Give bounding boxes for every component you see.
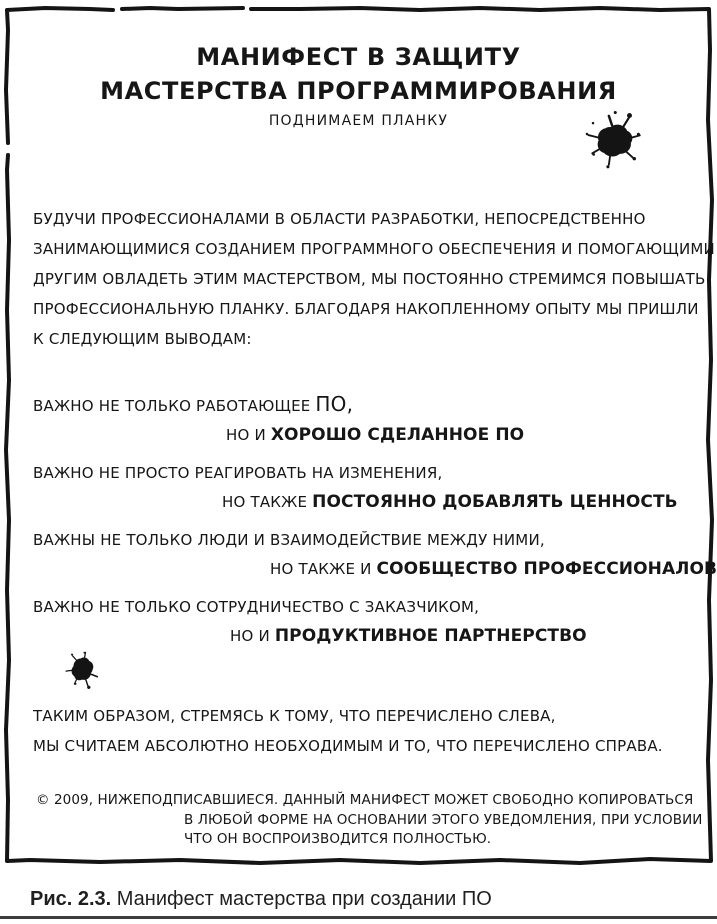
manifesto-closing-paragraph bbox=[33, 701, 663, 761]
value-statement bbox=[33, 457, 717, 517]
manifesto-subtitle: ПОДНИМАЕМ ПЛАНКУ bbox=[268, 113, 449, 129]
value-left-text: ВАЖНО НЕ ТОЛЬКО РАБОТАЮЩЕЕ bbox=[33, 397, 316, 415]
manifesto-intro-paragraph bbox=[33, 204, 715, 354]
value-statement bbox=[33, 591, 717, 651]
copyright-line: © 2009, НИЖЕПОДПИСАВШИЕСЯ. ДАННЫЙ МАНИФЕСТ МОЖЕТ СВОБОДНО КОПИРОВАТЬСЯ bbox=[36, 792, 694, 808]
value-left-clause bbox=[33, 591, 717, 622]
closing-line: МЫ СЧИТАЕМ АБСОЛЮТНО НЕОБХОДИМЫМ И ТО, ЧТО ПЕРЕЧИСЛЕНО СПРАВА. bbox=[33, 737, 663, 755]
value-left-large-text: ПО, bbox=[315, 392, 354, 416]
closing-line: ТАКИМ ОБРАЗОМ, СТРЕМЯСЬ К ТОМУ, ЧТО ПЕРЕЧИСЛЕНО СЛЕВА, bbox=[33, 707, 556, 725]
intro-line: БУДУЧИ ПРОФЕССИОНАЛАМИ В ОБЛАСТИ РАЗРАБОТКИ, НЕПОСРЕДСТВЕННО bbox=[33, 210, 646, 228]
value-right-bold: ПОСТОЯННО ДОБАВЛЯТЬ ЦЕННОСТЬ bbox=[312, 492, 678, 512]
value-left-clause bbox=[33, 457, 717, 488]
value-right-prefix: НО И bbox=[230, 627, 275, 645]
manifesto-copyright bbox=[36, 791, 703, 850]
manifesto-title bbox=[0, 40, 717, 108]
value-left-text: ВАЖНЫ НЕ ТОЛЬКО ЛЮДИ И ВЗАИМОДЕЙСТВИЕ МЕЖДУ НИМИ, bbox=[33, 531, 545, 549]
value-statement bbox=[33, 390, 717, 450]
intro-line: К СЛЕДУЮЩИМ ВЫВОДАМ: bbox=[33, 330, 252, 348]
value-right-clause bbox=[230, 622, 717, 651]
value-left-clause bbox=[33, 390, 717, 421]
manifesto-title-line1: МАНИФЕСТ В ЗАЩИТУ bbox=[196, 43, 521, 71]
value-right-clause bbox=[270, 555, 717, 584]
value-right-prefix: НО ТАКЖЕ И bbox=[270, 560, 377, 578]
figure-caption-label: Рис. 2.3. bbox=[30, 888, 112, 910]
value-right-bold: ХОРОШО СДЕЛАННОЕ bbox=[270, 425, 496, 445]
value-right-clause bbox=[222, 488, 717, 517]
page-bottom-rule bbox=[0, 916, 717, 919]
copyright-line: ЧТО ОН ВОСПРОИЗВОДИТСЯ ПОЛНОСТЬЮ. bbox=[184, 831, 492, 847]
figure-caption bbox=[30, 888, 492, 911]
manifesto-title-line2: МАСТЕРСТВА ПРОГРАММИРОВАНИЯ bbox=[100, 77, 617, 105]
intro-line: ЗАНИМАЮЩИМИСЯ СОЗДАНИЕМ ПРОГРАММНОГО ОБЕСПЕЧЕНИЯ И ПОМОГАЮЩИМИ bbox=[33, 240, 715, 258]
value-right-prefix: НО ТАКЖЕ bbox=[222, 493, 313, 511]
figure-caption-text: Манифест мастерства при создании ПО bbox=[111, 888, 492, 910]
value-right-prefix: НО И bbox=[226, 426, 271, 444]
manifesto-values-list bbox=[33, 390, 717, 658]
value-right-bold: ПРОДУКТИВНОЕ ПАРТНЕРСТВО bbox=[274, 626, 587, 646]
value-left-clause bbox=[33, 524, 717, 555]
intro-line: ПРОФЕССИОНАЛЬНУЮ ПЛАНКУ. БЛАГОДАРЯ НАКОПЛЕННОМУ ОПЫТУ МЫ ПРИШЛИ bbox=[33, 300, 699, 318]
intro-line: ДРУГИМ ОВЛАДЕТЬ ЭТИМ МАСТЕРСТВОМ, МЫ ПОСТОЯННО СТРЕМИМСЯ ПОВЫШАТЬ bbox=[33, 270, 706, 288]
value-right-clause bbox=[226, 421, 717, 450]
value-left-text: ВАЖНО НЕ ПРОСТО РЕАГИРОВАТЬ НА ИЗМЕНЕНИЯ, bbox=[33, 464, 443, 482]
value-left-text: ВАЖНО НЕ ТОЛЬКО СОТРУДНИЧЕСТВО С ЗАКАЗЧИКОМ, bbox=[33, 598, 480, 616]
copyright-line: В ЛЮБОЙ ФОРМЕ НА ОСНОВАНИИ ЭТОГО УВЕДОМЛЕНИЯ, ПРИ УСЛОВИИ bbox=[184, 811, 703, 828]
value-right-bold: СООБЩЕСТВО ПРОФЕССИОНАЛОВ bbox=[376, 559, 717, 579]
value-statement bbox=[33, 524, 717, 584]
value-right-bold-large: ПО bbox=[495, 425, 525, 445]
